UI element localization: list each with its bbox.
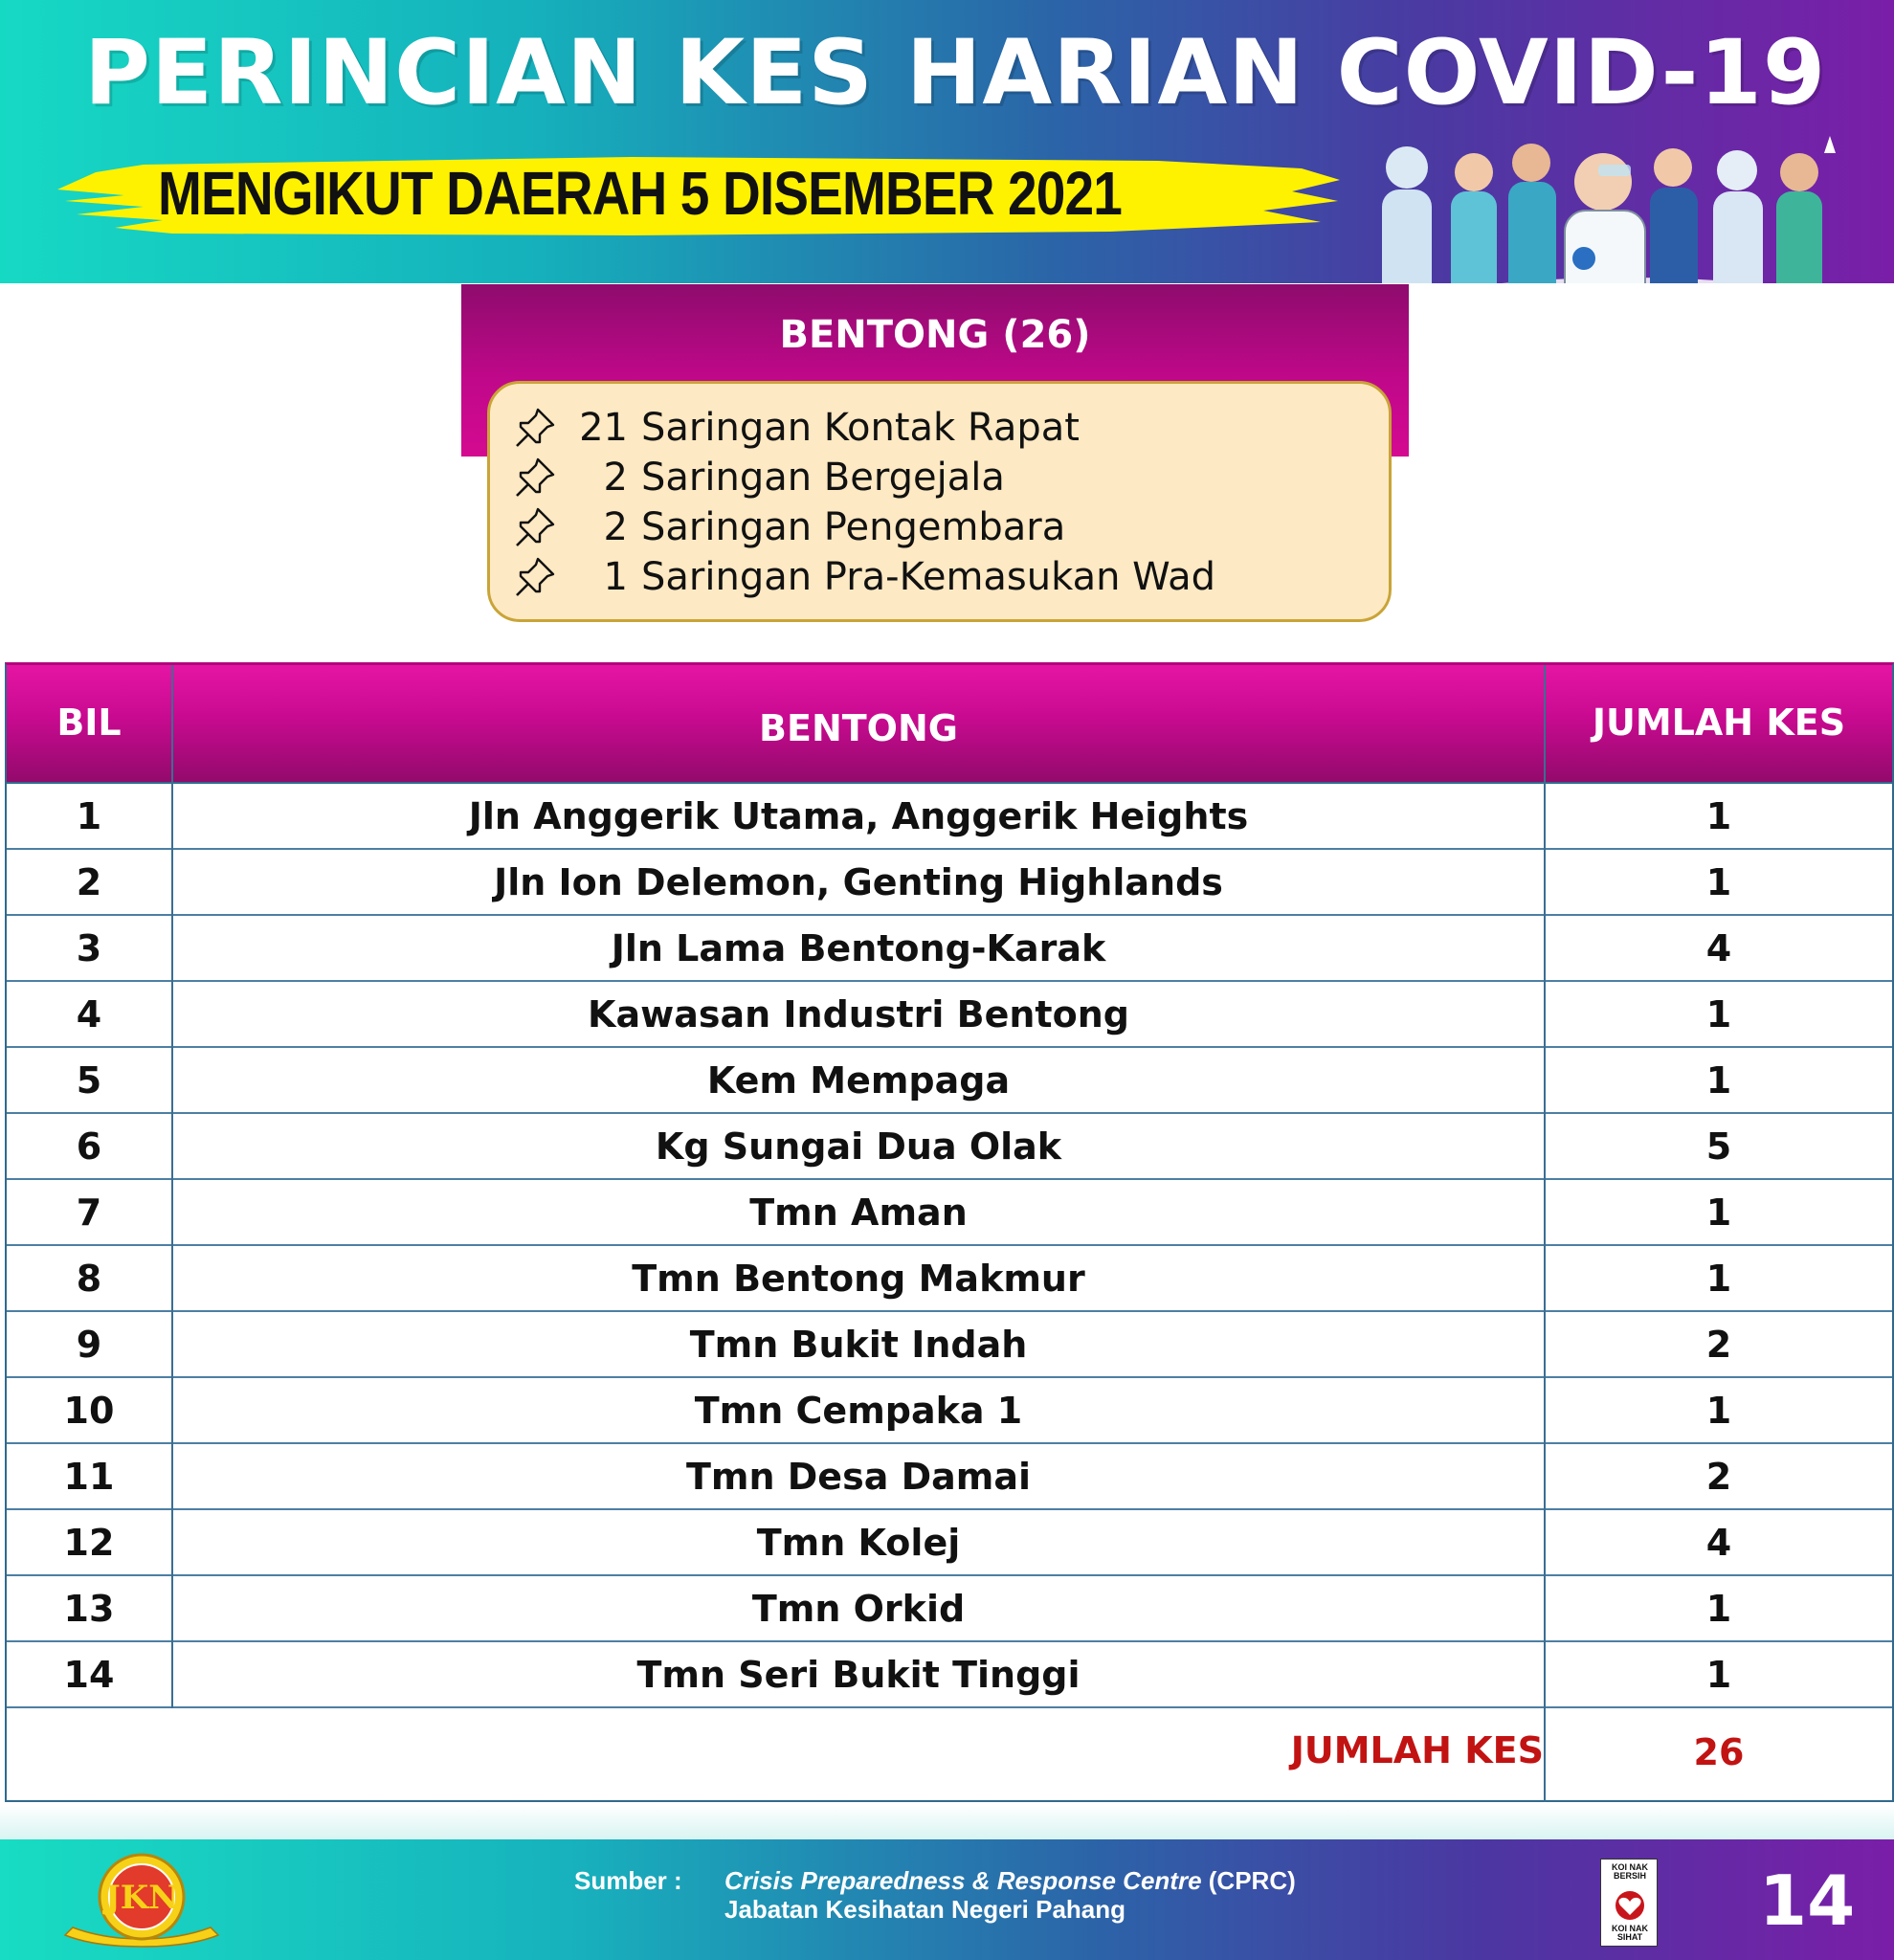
- heart-icon: [1613, 1890, 1647, 1921]
- row-bil: 11: [63, 1455, 115, 1498]
- koi-nak-sihat-badge: [1600, 1859, 1658, 1947]
- breakdown-item: [511, 453, 1372, 502]
- source-org-name: Crisis Preparedness & Response Centre: [724, 1866, 1202, 1895]
- source-label: Sumber :: [574, 1866, 682, 1895]
- breakdown-item: [511, 403, 1372, 453]
- row-bil: 14: [63, 1653, 115, 1696]
- page-subtitle: MENGIKUT DAERAH 5 DISEMBER 2021: [158, 159, 1123, 228]
- table-row: [7, 916, 1892, 982]
- table-row: [7, 1576, 1892, 1642]
- row-location: Tmn Aman: [749, 1191, 968, 1234]
- row-count: 4: [1705, 926, 1732, 969]
- page-title: PERINCIAN KES HARIAN COVID-19: [84, 21, 1827, 125]
- table-row: [7, 1642, 1892, 1708]
- table-row: [7, 784, 1892, 850]
- table-header: [7, 665, 1892, 784]
- row-location: Tmn Desa Damai: [685, 1455, 1032, 1498]
- row-bil: 8: [76, 1257, 102, 1300]
- row-count: 2: [1705, 1323, 1732, 1366]
- breakdown-item: [511, 502, 1372, 552]
- header-count: JUMLAH KES: [1592, 702, 1846, 744]
- row-location: Jln Anggerik Utama, Anggerik Heights: [468, 794, 1249, 837]
- breakdown-label: Saringan Pra-Kemasukan Wad: [641, 555, 1216, 599]
- breakdown-label: Saringan Bergejala: [641, 456, 1005, 500]
- row-count: 5: [1705, 1125, 1732, 1168]
- pushpin-icon: [511, 503, 559, 551]
- total-label: JUMLAH KES: [1290, 1729, 1544, 1771]
- row-count: 1: [1705, 860, 1732, 903]
- row-count: 1: [1705, 1653, 1732, 1696]
- row-bil: 10: [63, 1389, 115, 1432]
- row-location: Kg Sungai Dua Olak: [655, 1125, 1062, 1168]
- footer-bar: [0, 1839, 1894, 1960]
- row-bil: 6: [76, 1125, 102, 1168]
- row-count: 1: [1705, 794, 1732, 837]
- badge-top-text: KOI NAK BERSIH: [1612, 1862, 1648, 1881]
- pushpin-icon: [511, 553, 559, 601]
- district-title: BENTONG (26): [779, 313, 1091, 357]
- source-organisation: [724, 1866, 1296, 1896]
- breakdown-label: Saringan Kontak Rapat: [641, 406, 1080, 450]
- row-count: 2: [1705, 1455, 1732, 1498]
- table-row: [7, 1114, 1892, 1180]
- row-count: 1: [1705, 992, 1732, 1036]
- row-count: 1: [1705, 1389, 1732, 1432]
- row-bil: 4: [76, 992, 102, 1036]
- breakdown-count: 21: [579, 406, 628, 450]
- case-table: [5, 662, 1894, 1802]
- breakdown-count: 1: [603, 555, 628, 599]
- row-location: Tmn Bukit Indah: [689, 1323, 1028, 1366]
- table-row: [7, 1246, 1892, 1312]
- svg-text:JKN: JKN: [104, 1879, 179, 1917]
- column-divider: [1544, 665, 1546, 1802]
- row-bil: 2: [76, 860, 102, 903]
- total-row: [7, 1708, 1892, 1802]
- row-bil: 12: [63, 1521, 115, 1564]
- row-bil: 13: [63, 1587, 115, 1630]
- header-bil: BIL: [56, 702, 122, 744]
- total-value: 26: [1693, 1731, 1745, 1773]
- row-location: Jln Lama Bentong-Karak: [611, 926, 1106, 969]
- row-location: Tmn Orkid: [751, 1587, 966, 1630]
- breakdown-item: [511, 552, 1372, 602]
- medical-staff-illustration: [1369, 115, 1894, 283]
- source-department: Jabatan Kesihatan Negeri Pahang: [724, 1895, 1126, 1924]
- pushpin-icon: [511, 454, 559, 501]
- row-location: Tmn Kolej: [756, 1521, 961, 1564]
- table-row: [7, 1378, 1892, 1444]
- page-number: 14: [1759, 1860, 1856, 1941]
- table-row: [7, 1444, 1892, 1510]
- breakdown-count: 2: [603, 456, 628, 500]
- breakdown-count: 2: [603, 505, 628, 549]
- row-bil: 9: [76, 1323, 102, 1366]
- row-bil: 5: [76, 1058, 102, 1102]
- table-row: [7, 1180, 1892, 1246]
- table-row: [7, 1510, 1892, 1576]
- header-location: BENTONG: [759, 707, 958, 749]
- row-count: 1: [1705, 1191, 1732, 1234]
- column-divider: [171, 665, 173, 1708]
- row-count: 1: [1705, 1587, 1732, 1630]
- screening-breakdown: [487, 381, 1392, 622]
- pushpin-icon: [511, 404, 559, 452]
- row-location: Tmn Bentong Makmur: [632, 1257, 1085, 1300]
- table-row: [7, 1048, 1892, 1114]
- row-count: 4: [1705, 1521, 1732, 1564]
- row-location: Jln Ion Delemon, Genting Highlands: [494, 860, 1223, 903]
- badge-bottom-text: KOI NAK SIHAT: [1612, 1924, 1648, 1942]
- row-location: Tmn Seri Bukit Tinggi: [636, 1653, 1081, 1696]
- table-row: [7, 1312, 1892, 1378]
- jkn-logo: [56, 1847, 228, 1954]
- row-count: 1: [1705, 1058, 1732, 1102]
- table-row: [7, 850, 1892, 916]
- row-bil: 1: [76, 794, 102, 837]
- breakdown-label: Saringan Pengembara: [641, 505, 1066, 549]
- row-bil: 7: [76, 1191, 102, 1234]
- row-bil: 3: [76, 926, 102, 969]
- footer-fade: [0, 1805, 1894, 1839]
- source-org-abbr: (CPRC): [1201, 1866, 1296, 1895]
- row-location: Kem Mempaga: [706, 1058, 1011, 1102]
- row-location: Kawasan Industri Bentong: [588, 992, 1129, 1036]
- row-count: 1: [1705, 1257, 1732, 1300]
- row-location: Tmn Cempaka 1: [694, 1389, 1023, 1432]
- table-row: [7, 982, 1892, 1048]
- header-banner: [0, 0, 1894, 283]
